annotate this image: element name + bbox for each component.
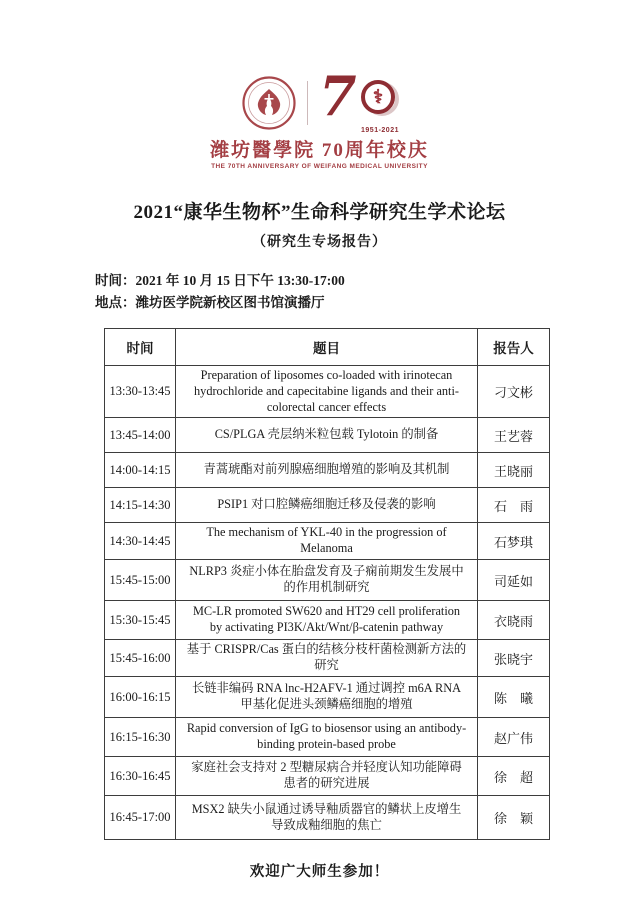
time-cell: 16:00-16:15 [105,677,176,718]
location-value: 潍坊医学院新校区图书馆演播厅 [135,295,325,311]
university-name-cn: 潍坊醫學院 70周年校庆 [210,140,429,161]
logo-divider [307,81,308,125]
presenter-cell: 司延如 [478,560,550,601]
event-time-line [95,270,639,292]
schedule-table [104,328,550,841]
time-cell: 16:45-17:00 [105,796,176,840]
title-cell: 长链非编码 RNA lnc-H2AFV-1 通过调控 m6A RNA 甲基化促进头颈鳞癌细胞的增殖 [176,677,478,718]
title-cell: 家庭社会支持对 2 型糖尿病合并轻度认知功能障碍患者的研究进展 [176,757,478,796]
title-cell: The mechanism of YKL-40 in the progression of Melanoma [176,523,478,560]
table-row [105,796,550,840]
seventy-mark [319,64,399,134]
time-cell: 14:30-14:45 [105,523,176,560]
caduceus-icon: ⚕ [372,86,384,108]
title-cell: Rapid conversion of IgG to biosensor using an antibody-binding protein-based probe [176,718,478,757]
table-row [105,365,550,418]
time-cell: 14:00-14:15 [105,453,176,488]
title-cell: CS/PLGA 壳层纳米粒包载 Tylotoin 的制备 [176,418,478,453]
table-row [105,640,550,677]
presenter-cell: 王艺蓉 [478,418,550,453]
header-time: 时间 [105,328,176,365]
logo-emblems [0,64,639,134]
presenter-cell: 石 雨 [478,488,550,523]
table-row [105,757,550,796]
table-row [105,601,550,640]
presenter-cell: 陈 曦 [478,677,550,718]
page-subtitle: （研究生专场报告） [252,235,387,250]
time-value: 2021 年 10 月 15 日下午 13:30-17:00 [135,273,345,288]
presenter-cell: 刁文彬 [478,365,550,418]
time-cell: 13:45-14:00 [105,418,176,453]
title-cell: 青蒿琥酯对前列腺癌细胞增殖的影响及其机制 [176,453,478,488]
header-presenter: 报告人 [478,328,550,365]
page-title: 2021“康华生物杯”生命科学研究生学术论坛 [133,202,506,223]
event-info [95,270,639,315]
seventy-zero-ring-icon [361,80,395,114]
title-cell: PSIP1 对口腔鳞癌细胞迁移及侵袭的影响 [176,488,478,523]
table-row [105,560,550,601]
table-row [105,418,550,453]
university-seal-icon [242,76,296,130]
title-cell: NLRP3 炎症小体在胎盘发育及子痫前期发生发展中的作用机制研究 [176,560,478,601]
university-name-en: THE 70TH ANNIVERSARY OF WEIFANG MEDICAL UNIVERSITY [211,163,428,170]
table-row [105,453,550,488]
table-row [105,718,550,757]
anniversary-logo [0,0,639,170]
title-cell: MC-LR promoted SW620 and HT29 cell proliferation by activating PI3K/Akt/Wnt/β-catenin pathway [176,601,478,640]
anniversary-years: 1951-2021 [361,127,399,134]
title-cell: 基于 CRISPR/Cas 蛋白的结核分枝杆菌检测新方法的研究 [176,640,478,677]
table-row [105,523,550,560]
header-title: 题目 [176,328,478,365]
presenter-cell: 徐 颖 [478,796,550,840]
time-cell: 15:45-15:00 [105,560,176,601]
time-cell: 16:15-16:30 [105,718,176,757]
presenter-cell: 徐 超 [478,757,550,796]
event-location-line [95,292,639,314]
time-label: 时间： [95,273,136,288]
presenter-cell: 石梦琪 [478,523,550,560]
time-cell: 13:30-13:45 [105,365,176,418]
seventy-numeral-seven: 7 [319,64,357,128]
presenter-cell: 衣晓雨 [478,601,550,640]
time-cell: 15:30-15:45 [105,601,176,640]
table-row [105,488,550,523]
welcome-note: 欢迎广大师生参加！ [249,864,390,881]
table-header-row [105,328,550,365]
table-row [105,677,550,718]
time-cell: 15:45-16:00 [105,640,176,677]
presenter-cell: 赵广伟 [478,718,550,757]
presenter-cell: 王晓丽 [478,453,550,488]
presenter-cell: 张晓宇 [478,640,550,677]
location-label: 地点： [95,295,136,311]
time-cell: 14:15-14:30 [105,488,176,523]
title-cell: Preparation of liposomes co-loaded with irinotecan hydrochloride and capecitabine ligands and their anti-colorectal cancer effects [176,365,478,418]
time-cell: 16:30-16:45 [105,757,176,796]
title-cell: MSX2 缺失小鼠通过诱导釉质器官的鳞状上皮增生导致成釉细胞的焦亡 [176,796,478,840]
